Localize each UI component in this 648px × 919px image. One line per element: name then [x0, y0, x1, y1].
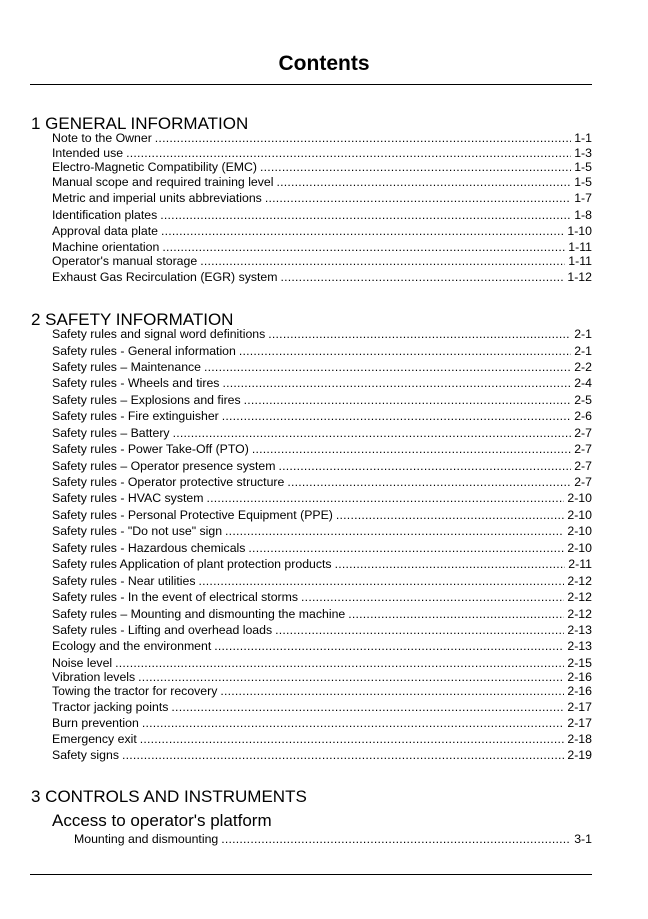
toc-entry-label: Metric and imperial units abbreviations [52, 191, 262, 205]
toc-entry-label: Safety rules - "Do not use" sign [52, 524, 223, 538]
dot-leader [155, 131, 571, 146]
dot-leader [222, 409, 571, 424]
toc-entry-label: Safety rules – Battery [52, 426, 170, 440]
toc-entry[interactable] [52, 208, 592, 223]
toc-entry-page-number: 2-10 [567, 491, 592, 505]
toc-entry[interactable] [52, 409, 592, 424]
dot-leader [221, 832, 571, 847]
subsection-heading: Access to operator's platform [52, 811, 272, 830]
toc-entry-page-number: 1-5 [574, 175, 592, 189]
dot-leader [138, 670, 564, 685]
dot-leader [199, 574, 565, 589]
toc-entry[interactable] [52, 160, 592, 175]
dot-leader [220, 684, 564, 699]
toc-entry-label: Safety rules - Personal Protective Equipment (PPE) [52, 508, 333, 522]
toc-entry[interactable] [52, 541, 592, 556]
toc-entry-label: Safety rules - HVAC system [52, 491, 204, 505]
dot-leader [268, 327, 571, 342]
toc-entry-label: Exhaust Gas Recirculation (EGR) system [52, 270, 278, 284]
toc-entry-label: Electro-Magnetic Compatibility (EMC) [52, 160, 258, 174]
toc-entry-page-number: 2-15 [567, 656, 592, 670]
toc-entry-page-number: 1-7 [574, 191, 592, 205]
toc-entry-label: Safety signs [52, 748, 119, 762]
toc-entry-page-number: 2-5 [574, 393, 592, 407]
toc-entry-page-number: 2-12 [567, 574, 592, 588]
toc-entry-label: Approval data plate [52, 224, 158, 238]
toc-entry-label: Safety rules - In the event of electrical storms [52, 590, 299, 604]
toc-entry-label: Ecology and the environment [52, 639, 212, 653]
dot-leader [252, 442, 571, 457]
toc-entry-page-number: 2-10 [567, 508, 592, 522]
dot-leader [160, 208, 571, 223]
dot-leader [115, 656, 564, 671]
toc-entry[interactable] [52, 748, 592, 763]
dot-leader [161, 224, 564, 239]
toc-entry-page-number: 2-6 [574, 409, 592, 423]
dot-leader [225, 524, 564, 539]
toc-entry-page-number: 3-1 [574, 832, 592, 846]
toc-entry[interactable] [52, 508, 592, 523]
toc-entry[interactable] [52, 491, 592, 506]
toc-entry[interactable] [52, 700, 592, 715]
dot-leader [173, 426, 572, 441]
toc-entry-page-number: 2-13 [567, 623, 592, 637]
toc-entry[interactable] [52, 376, 592, 391]
toc-entry-page-number: 2-16 [567, 670, 592, 684]
toc-entry-page-number: 1-12 [567, 270, 592, 284]
toc-entry-label: Safety rules - Power Take-Off (PTO) [52, 442, 249, 456]
toc-entry-page-number: 2-1 [574, 327, 592, 341]
toc-entry-label: Towing the tractor for recovery [52, 684, 218, 698]
toc-entry-label: Manual scope and required training level [52, 175, 274, 189]
toc-entry[interactable] [52, 344, 592, 359]
toc-entry-page-number: 2-7 [574, 442, 592, 456]
toc-entry-page-number: 1-11 [568, 240, 592, 254]
toc-entry-label: Operator's manual storage [52, 254, 198, 268]
toc-entry-page-number: 1-10 [567, 224, 592, 238]
toc-entry[interactable] [52, 270, 592, 285]
toc-entry[interactable] [52, 670, 592, 685]
toc-entry-page-number: 2-11 [568, 557, 592, 571]
toc-entry-label: Burn prevention [52, 716, 139, 730]
dot-leader [162, 240, 565, 255]
toc-entry-page-number: 2-2 [574, 360, 592, 374]
toc-entry[interactable] [52, 656, 592, 671]
dot-leader [204, 360, 571, 375]
toc-entry-label: Machine orientation [52, 240, 160, 254]
toc-entry-label: Safety rules – Mounting and dismounting the machine [52, 607, 346, 621]
toc-entry-page-number: 2-16 [567, 684, 592, 698]
dot-leader [336, 508, 564, 523]
toc-entry-page-number: 2-12 [567, 607, 592, 621]
toc-entry-label: Tractor jacking points [52, 700, 169, 714]
toc-entry-label: Safety rules – Maintenance [52, 360, 202, 374]
toc-entry-label: Safety rules and signal word definitions [52, 327, 266, 341]
toc-entry-label: Safety rules - Lifting and overhead loads [52, 623, 273, 637]
toc-entry[interactable] [52, 732, 592, 747]
toc-entry[interactable] [52, 557, 592, 572]
section-heading: 2 SAFETY INFORMATION [31, 310, 234, 329]
toc-entry-page-number: 2-4 [574, 376, 592, 390]
toc-entry-page-number: 2-10 [567, 541, 592, 555]
toc-entry[interactable] [52, 146, 592, 161]
dot-leader [222, 376, 571, 391]
dot-leader [335, 557, 566, 572]
toc-entry[interactable] [52, 623, 592, 638]
toc-entry-page-number: 1-11 [568, 254, 592, 268]
toc-entry-label: Safety rules - General information [52, 344, 236, 358]
toc-entry-page-number: 2-13 [567, 639, 592, 653]
toc-entry[interactable] [52, 224, 592, 239]
toc-entry-label: Safety rules - Operator protective structure [52, 475, 285, 489]
dot-leader [265, 191, 571, 206]
toc-entry[interactable] [52, 716, 592, 731]
toc-entry[interactable] [52, 475, 592, 490]
toc-entry[interactable] [52, 684, 592, 699]
toc-entry[interactable] [52, 442, 592, 457]
dot-leader [200, 254, 565, 269]
dot-leader [348, 607, 564, 622]
toc-entry[interactable] [52, 426, 592, 441]
toc-entry[interactable] [52, 240, 592, 255]
toc-entry[interactable] [52, 639, 592, 654]
dot-leader [126, 146, 571, 161]
toc-entry[interactable] [52, 191, 592, 206]
section-heading: 1 GENERAL INFORMATION [31, 114, 249, 133]
toc-entry-page-number: 2-7 [574, 426, 592, 440]
dot-leader [276, 175, 571, 190]
toc-entry-label: Safety rules - Wheels and tires [52, 376, 220, 390]
toc-entry-label: Safety rules – Operator presence system [52, 459, 276, 473]
toc-entry-label: Intended use [52, 146, 124, 160]
dot-leader [301, 590, 564, 605]
toc-entry-page-number: 1-8 [574, 208, 592, 222]
toc-entry[interactable] [52, 131, 592, 146]
dot-leader [140, 732, 565, 747]
toc-entry-label: Safety rules Application of plant protection products [52, 557, 332, 571]
toc-entry-page-number: 2-17 [567, 716, 592, 730]
toc-entry[interactable] [52, 459, 592, 474]
dot-leader [244, 393, 572, 408]
toc-entry[interactable] [52, 393, 592, 408]
toc-entry-label: Safety rules - Fire extinguisher [52, 409, 219, 423]
toc-entry[interactable] [52, 175, 592, 190]
page-title: Contents [278, 52, 370, 75]
dot-leader [239, 344, 571, 359]
dot-leader [171, 700, 564, 715]
toc-entry-page-number: 1-3 [574, 146, 592, 160]
toc-entry-label: Safety rules - Near utilities [52, 574, 196, 588]
toc-entry[interactable] [74, 832, 592, 847]
dot-leader [142, 716, 565, 731]
top-divider [30, 84, 592, 85]
dot-leader [214, 639, 564, 654]
toc-entry-label: Mounting and dismounting [74, 832, 219, 846]
toc-entry-page-number: 1-5 [574, 160, 592, 174]
toc-entry-page-number: 2-7 [574, 475, 592, 489]
toc-entry-page-number: 2-17 [567, 700, 592, 714]
dot-leader [275, 623, 564, 638]
toc-entry[interactable] [52, 327, 592, 342]
toc-entry-page-number: 2-18 [567, 732, 592, 746]
toc-entry-label: Noise level [52, 656, 113, 670]
toc-entry-page-number: 2-7 [574, 459, 592, 473]
bottom-divider [30, 874, 592, 875]
dot-leader [260, 160, 571, 175]
dot-leader [248, 541, 564, 556]
toc-entry[interactable] [52, 254, 592, 269]
toc-entry-page-number: 2-12 [567, 590, 592, 604]
toc-entry[interactable] [52, 607, 592, 622]
toc-entry[interactable] [52, 360, 592, 375]
toc-entry-label: Emergency exit [52, 732, 137, 746]
dot-leader [287, 475, 571, 490]
toc-entry-label: Safety rules - Hazardous chemicals [52, 541, 246, 555]
toc-entry-page-number: 1-1 [574, 131, 592, 145]
dot-leader [122, 748, 564, 763]
toc-entry-label: Vibration levels [52, 670, 136, 684]
toc-entry-label: Identification plates [52, 208, 158, 222]
toc-entry-page-number: 2-10 [567, 524, 592, 538]
dot-leader [281, 270, 565, 285]
toc-entry[interactable] [52, 574, 592, 589]
toc-entry-label: Note to the Owner [52, 131, 152, 145]
toc-entry[interactable] [52, 524, 592, 539]
toc-entry-page-number: 2-19 [567, 748, 592, 762]
dot-leader [206, 491, 564, 506]
toc-entry[interactable] [52, 590, 592, 605]
toc-entry-page-number: 2-1 [574, 344, 592, 358]
toc-entry-label: Safety rules – Explosions and fires [52, 393, 241, 407]
section-heading: 3 CONTROLS AND INSTRUMENTS [31, 787, 307, 806]
dot-leader [279, 459, 572, 474]
